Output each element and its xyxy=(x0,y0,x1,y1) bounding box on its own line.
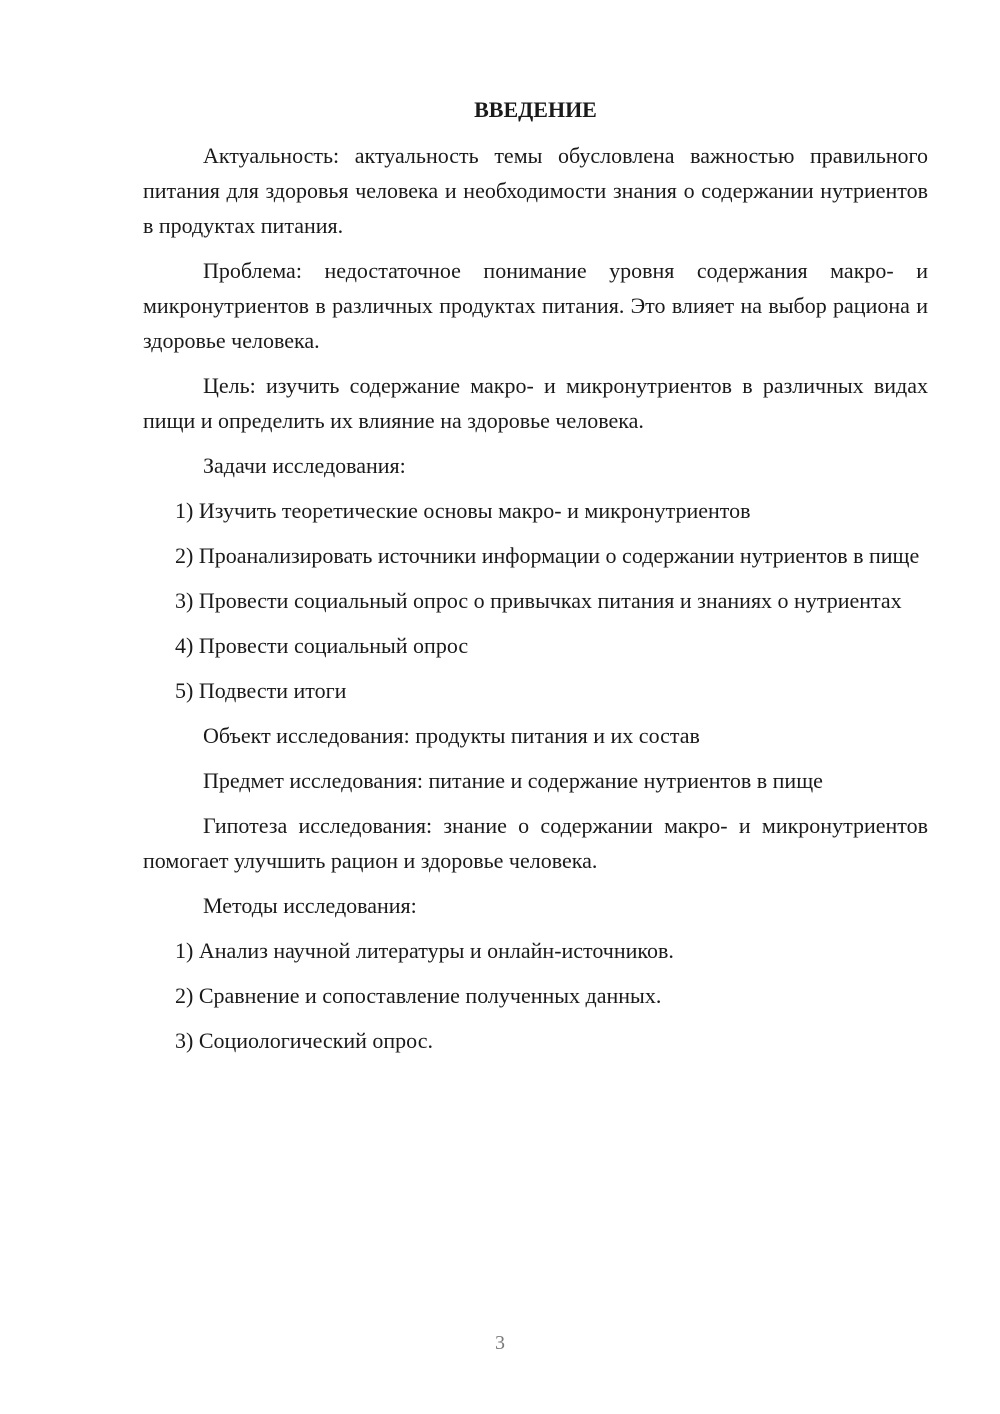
subject-paragraph: Предмет исследования: питание и содержание нутриентов в пище xyxy=(203,768,823,793)
problem-paragraph: Проблема: недостаточное понимание уровня содержания макро- и микронутриентов в различных продуктах питания. Это влияет на выбор рациона и здоровье человека. xyxy=(143,258,928,353)
methods-heading: Методы исследования: xyxy=(203,893,417,918)
task-item: 1) Изучить теоретические основы макро- и микронутриентов xyxy=(175,498,751,523)
task-item: 2) Проанализировать источники информации о содержании нутриентов в пище xyxy=(175,543,920,568)
method-item: 1) Анализ научной литературы и онлайн-источников. xyxy=(175,938,674,963)
task-item: 4) Провести социальный опрос xyxy=(175,633,469,658)
relevance-paragraph: Актуальность: актуальность темы обусловлена важностью правильного питания для здоровья человека и необходимости знания о содержании нутриентов в продуктах питания. xyxy=(143,143,928,238)
tasks-heading: Задачи исследования: xyxy=(203,453,406,478)
page-title: ВВЕДЕНИЕ xyxy=(474,97,597,122)
document-page xyxy=(143,92,928,1068)
goal-paragraph: Цель: изучить содержание макро- и микронутриентов в различных видах пищи и определить их влияние на здоровье человека. xyxy=(143,373,928,433)
method-item: 3) Социологический опрос. xyxy=(175,1028,433,1053)
page-number: 3 xyxy=(495,1332,505,1354)
object-paragraph: Объект исследования: продукты питания и их состав xyxy=(203,723,700,748)
task-item: 3) Провести социальный опрос о привычках питания и знаниях о нутриентах xyxy=(175,588,902,613)
hypothesis-paragraph: Гипотеза исследования: знание о содержании макро- и микронутриентов помогает улучшить рацион и здоровье человека. xyxy=(143,813,928,873)
method-item: 2) Сравнение и сопоставление полученных данных. xyxy=(175,983,662,1008)
task-item: 5) Подвести итоги xyxy=(175,678,347,703)
